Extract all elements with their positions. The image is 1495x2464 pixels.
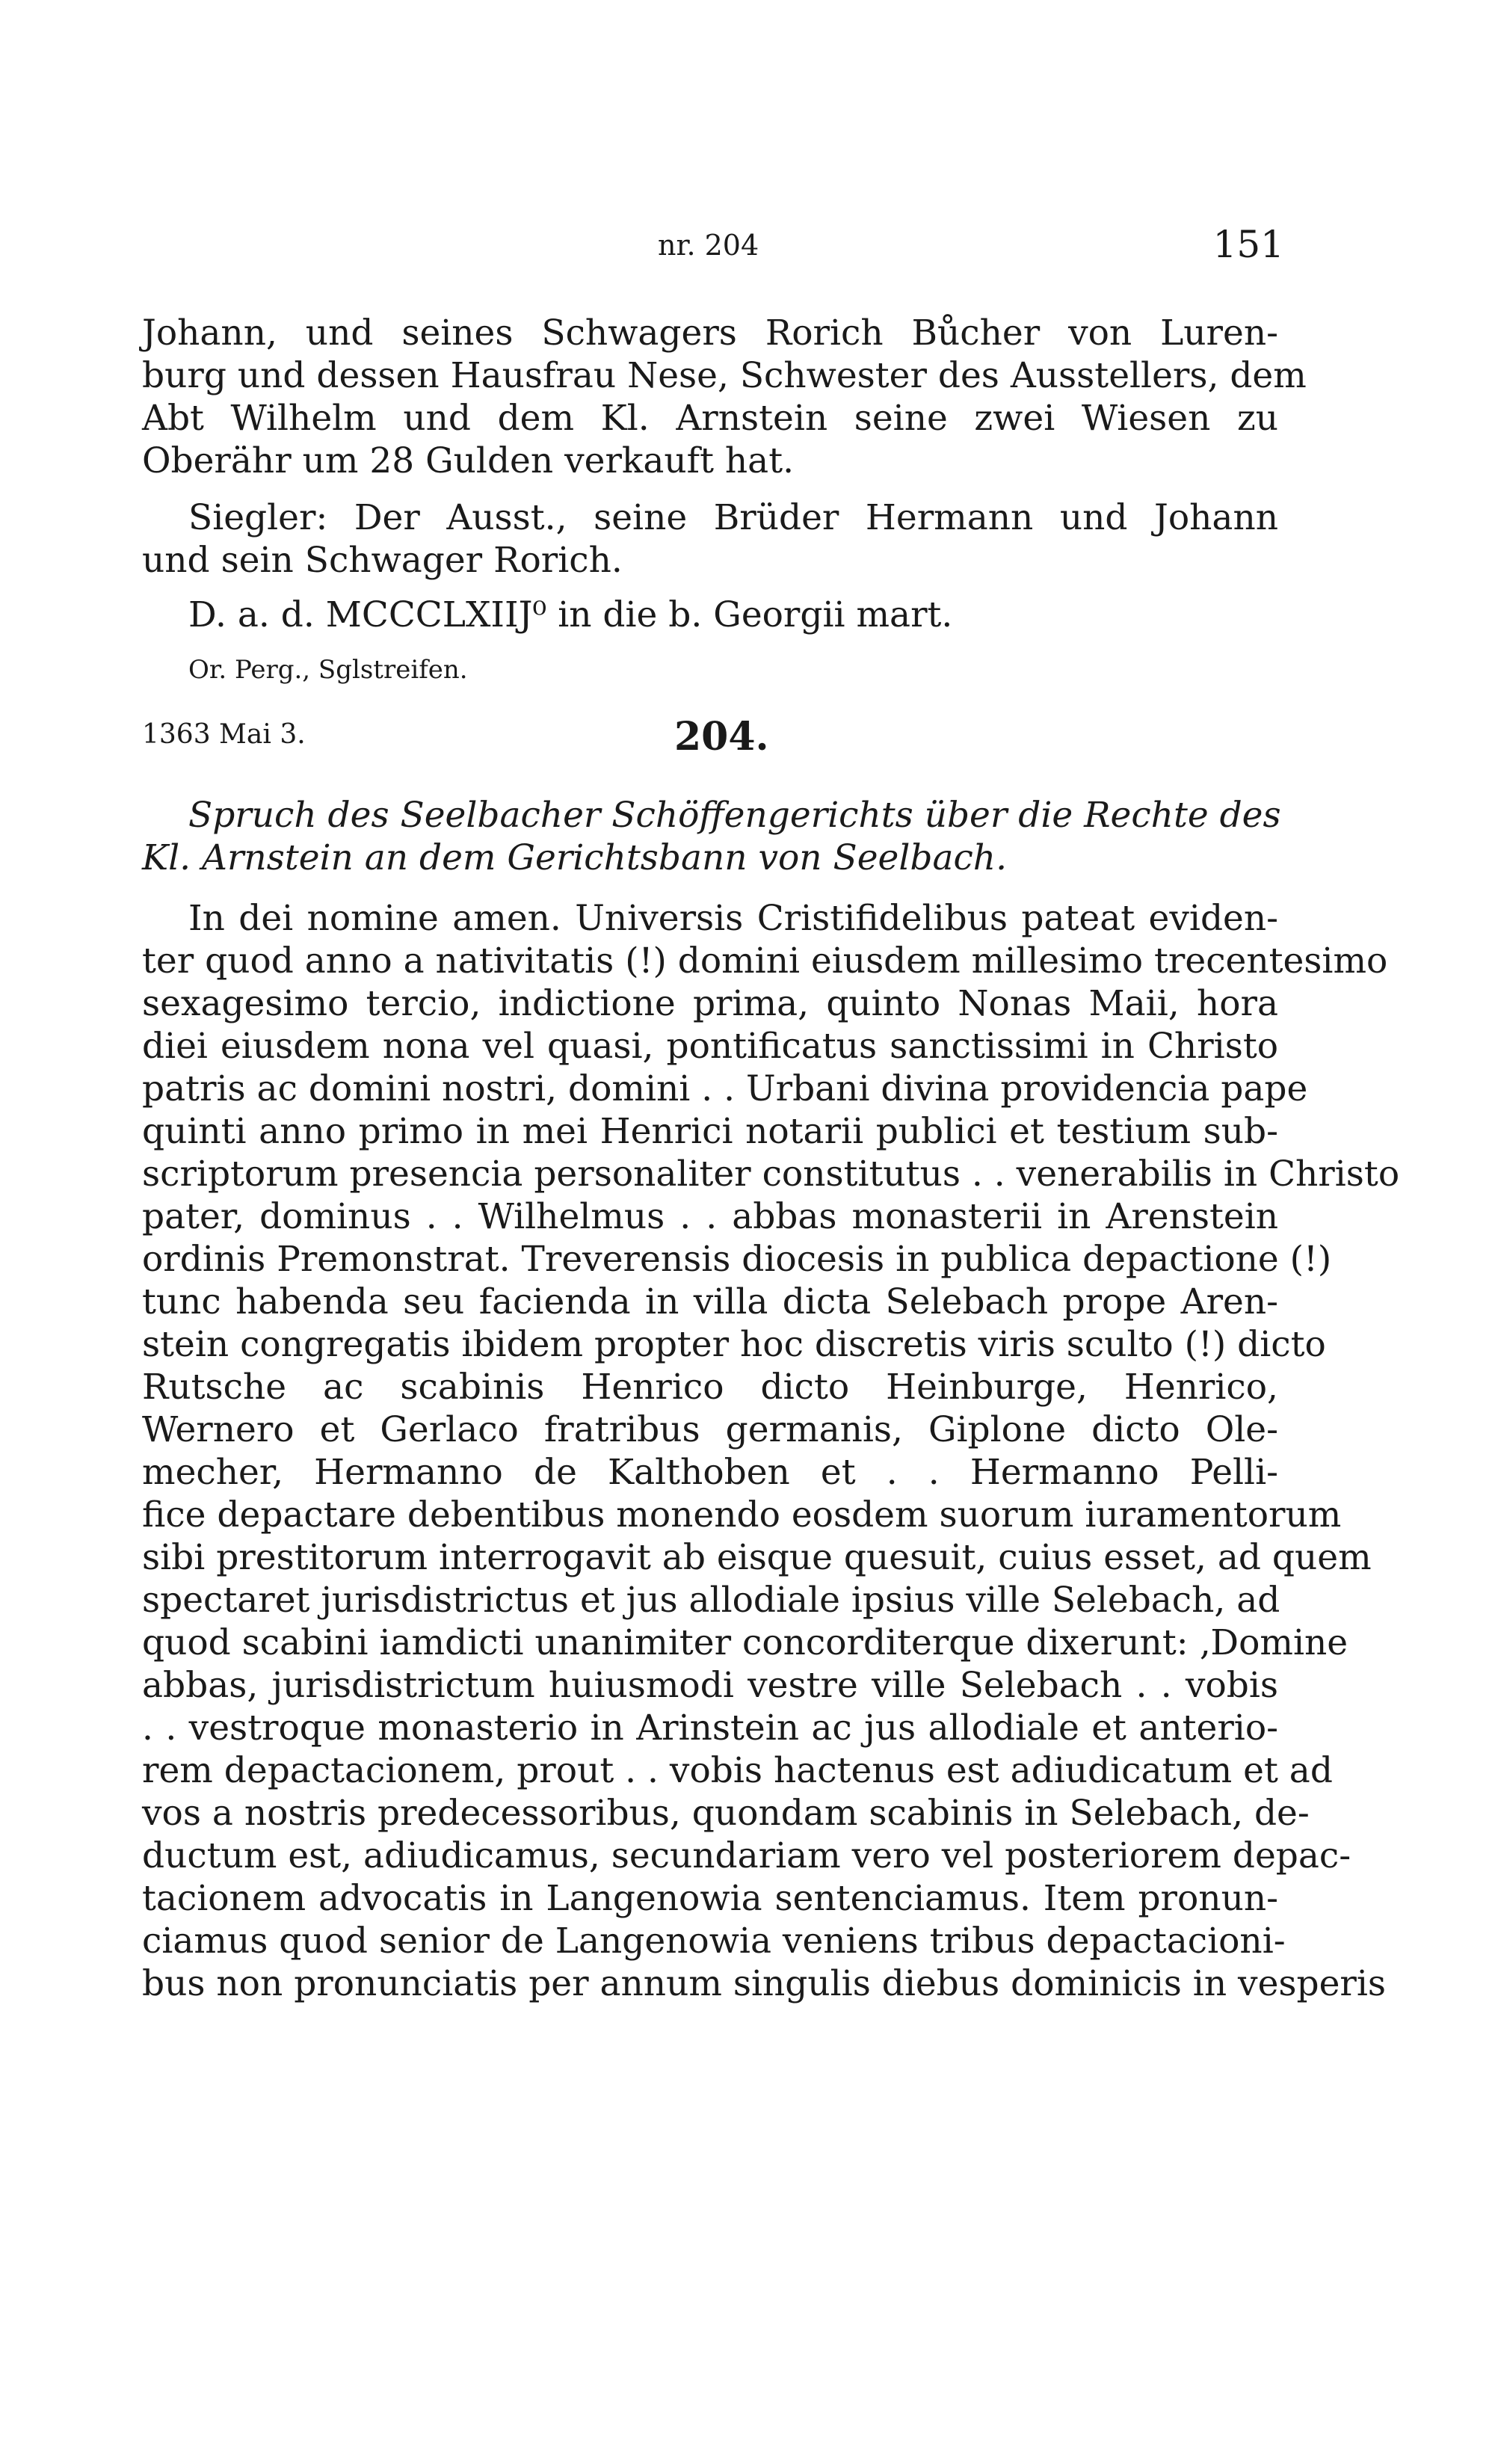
- body-line: spectaret jurisdistrictus et jus allodiale ipsius ville Selebach, ad: [142, 1580, 1280, 1621]
- dating-line: D. a. d. MCCCLXIIJ⁰ in die b. Georgii mart.: [188, 594, 953, 635]
- body-line: mecher, Hermanno de Kalthoben et . . Hermanno Pelli-: [142, 1452, 1278, 1493]
- page-number: 151: [1212, 223, 1284, 266]
- body-line: In dei nomine amen. Universis Cristifidelibus pateat eviden-: [188, 898, 1278, 939]
- summary-line: Kl. Arnstein an dem Gerichtsbann von Seelbach.: [142, 837, 1008, 878]
- body-line: tacionem advocatis in Langenowia sentenciamus. Item pronun-: [142, 1878, 1278, 1919]
- body-line: pater, dominus . . Wilhelmus . . abbas monasterii in Arenstein: [142, 1196, 1278, 1237]
- body-line: ciamus quod senior de Langenowia veniens tribus depactacioni-: [142, 1921, 1286, 1962]
- body-line: quod scabini iamdicti unanimiter concorditerque dixerunt: ‚Domine: [142, 1622, 1348, 1663]
- body-line: Wernero et Gerlaco fratribus germanis, Giplone dicto Ole-: [142, 1409, 1278, 1450]
- sealer-line: Siegler: Der Ausst., seine Brüder Hermann und Johann: [188, 497, 1278, 538]
- body-line: quinti anno primo in mei Henrici notarii publici et testium sub-: [142, 1111, 1278, 1152]
- body-line: scriptorum presencia personaliter constitutus . . venerabilis in Christo: [142, 1154, 1400, 1195]
- body-line: Rutsche ac scabinis Henrico dicto Heinburge, Henrico,: [142, 1367, 1278, 1408]
- body-line: patris ac domini nostri, domini . . Urbani divina providencia pape: [142, 1068, 1308, 1109]
- body-line: fice depactare debentibus monendo eosdem suorum iuramentorum: [142, 1494, 1342, 1536]
- body-line: vos a nostris predecessoribus, quondam scabinis in Selebach, de-: [142, 1793, 1310, 1834]
- summary-line: Spruch des Seelbacher Schöffengerichts über die Rechte des: [188, 795, 1281, 836]
- sealer-line: und sein Schwager Rorich.: [142, 540, 623, 581]
- text-line: Oberähr um 28 Gulden verkauft hat.: [142, 440, 795, 481]
- body-line: ter quod anno a nativitatis (!) domini eiusdem millesimo trecentesimo: [142, 940, 1388, 982]
- body-line: ductum est, adiudicamus, secundariam vero vel posteriorem depac-: [142, 1835, 1351, 1876]
- body-line: diei eiusdem nona vel quasi, pontificatus sanctissimi in Christo: [142, 1026, 1278, 1067]
- text-line: burg und dessen Hausfrau Nese, Schwester des Ausstellers, dem: [142, 355, 1307, 396]
- body-line: stein congregatis ibidem propter hoc discretis viris sculto (!) dicto: [142, 1324, 1326, 1365]
- document-date: 1363 Mai 3.: [142, 719, 306, 750]
- body-line: rem depactacionem, prout . . vobis hactenus est adiudicatum et ad: [142, 1750, 1333, 1791]
- document-number: 204.: [674, 714, 769, 760]
- body-line: abbas, jurisdistrictum huiusmodi vestre ville Selebach . . vobis: [142, 1665, 1278, 1706]
- running-document-number: nr. 204: [658, 229, 759, 262]
- body-line: tunc habenda seu facienda in villa dicta Selebach prope Aren-: [142, 1281, 1278, 1322]
- text-line: Abt Wilhelm und dem Kl. Arnstein seine zwei Wiesen zu: [142, 398, 1278, 439]
- body-line: sexagesimo tercio, indictione prima, quinto Nonas Maii, hora: [142, 983, 1278, 1024]
- text-line: Johann, und seines Schwagers Rorich Bůcher von Luren-: [142, 312, 1278, 354]
- source-note: Or. Perg., Sglstreifen.: [188, 655, 468, 685]
- body-line: ordinis Premonstrat. Treverensis diocesis in publica depactione (!): [142, 1239, 1332, 1280]
- body-line: . . vestroque monasterio in Arinstein ac jus allodiale et anterio-: [142, 1707, 1278, 1749]
- body-line: bus non pronunciatis per annum singulis diebus dominicis in vesperis: [142, 1963, 1387, 2004]
- body-line: sibi prestitorum interrogavit ab eisque quesuit, cuius esset, ad quem: [142, 1537, 1372, 1578]
